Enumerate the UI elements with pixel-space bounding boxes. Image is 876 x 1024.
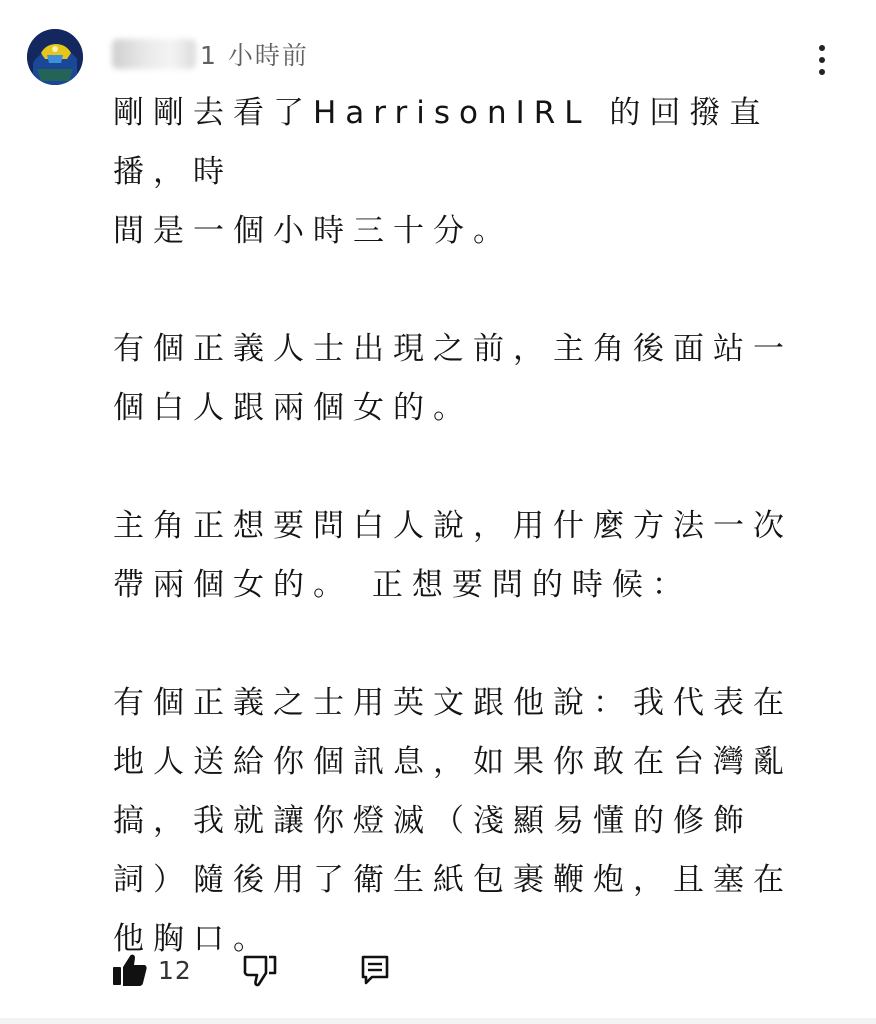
comment-meta <box>112 34 309 74</box>
like-button[interactable] <box>112 953 192 987</box>
comment-line: 搞，我就讓你燈滅（淺顯易懂的修飾 <box>113 803 753 839</box>
avatar[interactable] <box>27 29 83 85</box>
comment-timestamp: 1 小時前 <box>200 41 309 70</box>
comment-actions <box>112 945 390 995</box>
comment-line: 詞）隨後用了衛生紙包裹鞭炮，且塞在 <box>113 862 793 898</box>
comment-line: 他胸口。 <box>113 921 273 957</box>
comment-line: 剛剛去看了HarrisonIRL 的回撥直播，時 <box>113 95 770 190</box>
comment-line: 間是一個小時三十分。 <box>113 213 513 249</box>
comment-line: 地人送給你個訊息，如果你敢在台灣亂 <box>113 744 793 780</box>
avatar-image <box>27 29 83 85</box>
dislike-button[interactable] <box>242 953 278 987</box>
comment-line: 個白人跟兩個女的。 <box>113 390 473 426</box>
comment-line: 帶兩個女的。 正想要問的時候： <box>113 567 692 603</box>
more-vertical-icon[interactable] <box>806 40 838 80</box>
comment-text <box>113 84 813 969</box>
comment-line: 有個正義人士出現之前，主角後面站一 <box>113 331 793 367</box>
comment-reply-icon <box>360 954 390 986</box>
reply-button[interactable] <box>360 954 390 986</box>
comment-line: 主角正想要問白人說，用什麼方法一次 <box>113 508 793 544</box>
redacted-author-name <box>112 39 196 69</box>
comment-line: 有個正義之士用英文跟他說：我代表在 <box>113 685 793 721</box>
divider <box>0 1018 876 1024</box>
like-count: 12 <box>158 955 192 985</box>
thumbs-up-icon <box>112 953 148 987</box>
thumbs-down-icon <box>242 953 278 987</box>
